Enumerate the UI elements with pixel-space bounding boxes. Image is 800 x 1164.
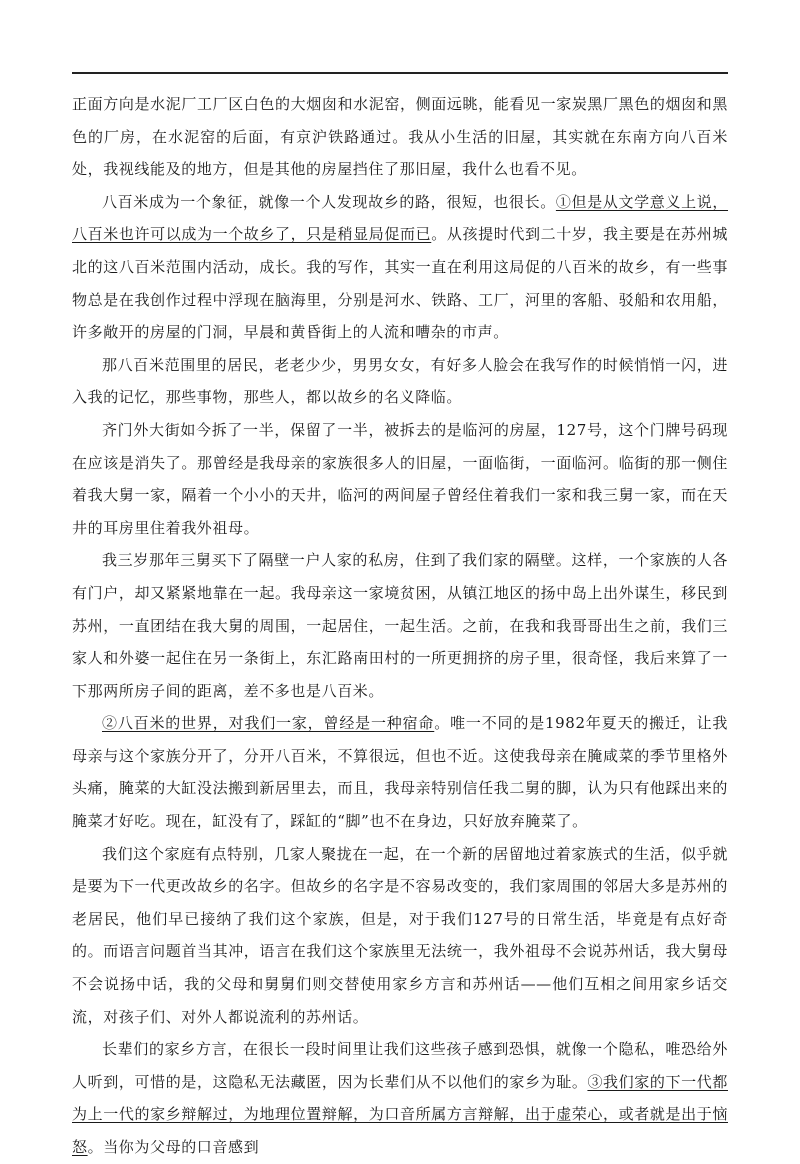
paragraph-4 xyxy=(72,414,728,544)
header-rule xyxy=(72,72,728,74)
paragraph-8 xyxy=(72,1033,728,1163)
paragraph-6 xyxy=(72,707,728,837)
paragraph-5 xyxy=(72,544,728,707)
paragraph-1 xyxy=(72,88,728,186)
underlined-sentence-2: ②八百米的世界，对我们一家，曾经是一种宿命 xyxy=(102,714,435,733)
text-segment: 。从孩提时代到二十岁，我主要是在苏州城北的这八百米范围内活动，成长。我的写作，其实一直在利用这局促的八百米的故乡，有一些事物总是在我创作过程中浮现在脑海里，分别是河水、铁路、工厂，河里的客船、驳船和农用船，许多敞开的房屋的门洞，早晨和黄昏街上的人流和嘈杂的市声。 xyxy=(72,225,728,342)
text-segment: 我们这个家庭有点特别，几家人聚拢在一起，在一个新的居留地过着家族式的生活，似乎就是要为下一代更改故乡的名字。但故乡的名字是不容易改变的，我们家周围的邻居大多是苏州的老居民，他们早已接纳了我们这个家族，但是，对于我们127号的日常生活，毕竟是有点好奇的。而语言问题首当其冲，语言在我们这个家族里无法统一，我外祖母不会说苏州话，我大舅母不会说扬中话，我的父母和舅舅们则交替使用家乡方言和苏州话——他们互相之间用家乡话交流，对孩子们、对外人都说流利的苏州话。 xyxy=(72,844,728,1026)
text-segment: 八百米成为一个象征，就像一个人发现故乡的路，很短，也很长。 xyxy=(102,192,556,211)
paragraph-3 xyxy=(72,349,728,414)
text-segment: 长辈们的家乡方言，在很长一段时间里让我们这些孩子感到恐惧，就像一个隐私，唯恐给外人听到，可惜的是，这隐私无法藏匿，因为长辈们从不以他们的家乡为耻。 xyxy=(72,1040,728,1091)
text-segment: 。当你为父母的口音感到 xyxy=(87,1138,260,1156)
paragraph-7 xyxy=(72,838,728,1034)
text-segment: 齐门外大街如今拆了一半，保留了一半，被拆去的是临河的房屋，127号，这个门牌号码现在应该是消失了。那曾经是我母亲的家族很多人的旧屋，一面临街，一面临河。临街的那一侧住着我大舅一家，隔着一个小小的天井，临河的两间屋子曾经住着我们一家和我三舅一家，而在天井的耳房里住着我外祖母。 xyxy=(72,420,728,537)
text-segment: 正面方向是水泥厂工厂区白色的大烟囱和水泥窑，侧面远眺，能看见一家炭黑厂黑色的烟囱和黑色的厂房，在水泥窑的后面，有京沪铁路通过。我从小生活的旧屋，其实就在东南方向八百米处，我视线能及的地方，但是其他的房屋挡住了那旧屋，我什么也看不见。 xyxy=(72,95,728,179)
text-segment: 那八百米范围里的居民，老老少少，男男女女，有好多人脸会在我写作的时候悄悄一闪，进入我的记忆，那些事物，那些人，都以故乡的名义降临。 xyxy=(72,355,728,407)
text-segment: 。唯一不同的是1982年夏天的搬迁，让我母亲与这个家族分开了，分开八百米，不算很远，但也不近。这使我母亲在腌咸菜的季节里格外头痛，腌菜的大缸没法搬到新居里去，而且，我母亲特别信任我二舅的脚，认为只有他踩出来的腌菜才好吃。现在，缸没有了，踩缸的“脚”也不在身边，只好放弃腌菜了。 xyxy=(72,714,728,831)
article-body xyxy=(72,88,728,1164)
underlined-sentence-3: ③我们家的下一代都为上一代的家乡辩解过，为地理位置辩解，为口音所属方言辩解，出于虚荣心，或者就是出于恼怒 xyxy=(72,1072,728,1156)
underlined-sentence-1: ①但是从文学意义上说，八百米也许可以成为一个故乡了，只是稍显局促而已 xyxy=(72,192,729,244)
text-segment: 我三岁那年三舅买下了隔壁一户人家的私房，住到了我们家的隔壁。这样，一个家族的人各有门户，却又紧紧地靠在一起。我母亲这一家境贫困，从镇江地区的扬中岛上出外谋生，移民到苏州，一直团结在我大舅的周围，一起居住，一起生活。之前，在我和我哥哥出生之前，我们三家人和外婆一起住在另一条街上，东汇路南田村的一所更拥挤的房子里，很奇怪，我后来算了一下那两所房子间的距离，差不多也是八百米。 xyxy=(72,551,728,700)
paragraph-2 xyxy=(72,186,728,349)
